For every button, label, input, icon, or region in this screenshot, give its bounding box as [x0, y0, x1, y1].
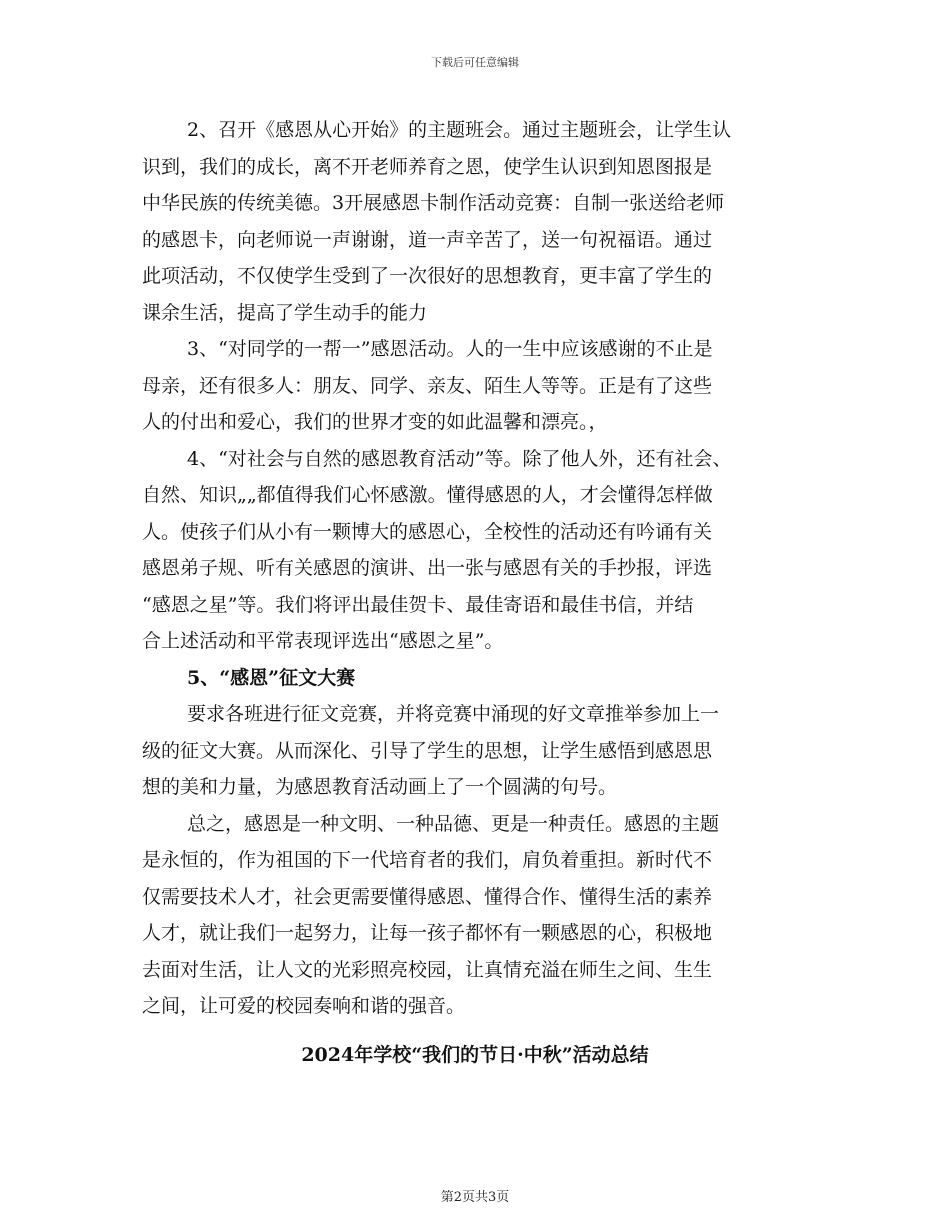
- text-line: 中华民族的传统美德。3开展感恩卡制作活动竞赛：自制一张送给老师: [142, 192, 725, 214]
- text-line: 自然、知识„„都值得我们心怀感激。懂得感恩的人，才会懂得怎样做: [142, 484, 713, 506]
- text-line: 总之，感恩是一种文明、一种品德、更是一种责任。感恩的主题: [187, 812, 720, 835]
- text-line: 的感恩卡，向老师说一声谢谢，道一声辛苦了，送一句祝福语。通过: [142, 228, 713, 251]
- text-line: 4、“对社会与自然的感恩教育活动”等。除了他人外，还有社会、: [187, 447, 732, 470]
- text-line: “感恩之星”等。我们将评出最佳贺卡、最佳寄语和最佳书信，并结: [142, 593, 694, 616]
- text-line: 5、“感恩”征文大赛: [187, 666, 356, 689]
- section-heading-essay-contest: [142, 660, 814, 697]
- text-line: 人的付出和爱心，我们的世界才变的如此温馨和漂亮。，: [142, 411, 608, 433]
- text-line: 是永恒的，作为祖国的下一代培育者的我们，肩负着重担。新时代不: [142, 849, 713, 871]
- text-line: 感恩弟子规、听有关感恩的演讲、出一张与感恩有关的手抄报，评选: [142, 557, 713, 579]
- paragraph-society-nature: [142, 441, 814, 660]
- text-line: 人才，就让我们一起努力，让每一孩子都怀有一颗感恩的心，积极地: [142, 922, 713, 944]
- text-line: 要求各班进行征文竞赛，并将竞赛中涌现的好文章推举参加上一: [187, 703, 720, 725]
- text-line: 课余生活，提高了学生动手的能力: [142, 301, 428, 324]
- text-line: 识到，我们的成长，离不开老师养育之恩，使学生认识到知恩图报是: [142, 155, 713, 178]
- text-line: 合上述活动和平常表现评选出“感恩之星”。: [142, 630, 504, 652]
- paragraph-essay-contest: [142, 696, 814, 806]
- text-line: 去面对生活，让人文的光彩照亮校园，让真情充溢在师生之间、生生: [142, 958, 713, 981]
- next-document-title: 2024年学校“我们的节日·中秋”活动总结: [301, 1044, 649, 1066]
- text-line: 仅需要技术人才，社会更需要懂得感恩、懂得合作、懂得生活的素养: [142, 885, 713, 908]
- text-line: 想的美和力量，为感恩教育活动画上了一个圆满的句号。: [142, 776, 618, 798]
- page-header: 下载后可任意编辑: [431, 56, 519, 69]
- text-line: 2、召开《感恩从心开始》的主题班会。通过主题班会，让学生认: [187, 119, 732, 141]
- paragraph-conclusion: [142, 806, 814, 1025]
- text-line: 3、“对同学的一帮一”感恩活动。人的一生中应该感谢的不止是: [187, 338, 713, 360]
- paragraph-help-classmates: [142, 331, 814, 441]
- text-line: 之间，让可爱的校园奏响和谐的强音。: [142, 995, 466, 1017]
- page-footer: 第2页共3页: [440, 1190, 510, 1205]
- text-line: 母亲，还有很多人：朋友、同学、亲友、陌生人等等。正是有了这些: [142, 374, 713, 397]
- document-body: [142, 112, 814, 1025]
- text-line: 级的征文大赛。从而深化、引导了学生的思想，让学生感悟到感恩思: [142, 739, 713, 762]
- text-line: 人。使孩子们从小有一颗博大的感恩心，全校性的活动还有吟诵有关: [142, 520, 713, 543]
- paragraph-class-meeting: [142, 112, 814, 331]
- text-line: 此项活动，不仅使学生受到了一次很好的思想教育，更丰富了学生的: [142, 265, 713, 287]
